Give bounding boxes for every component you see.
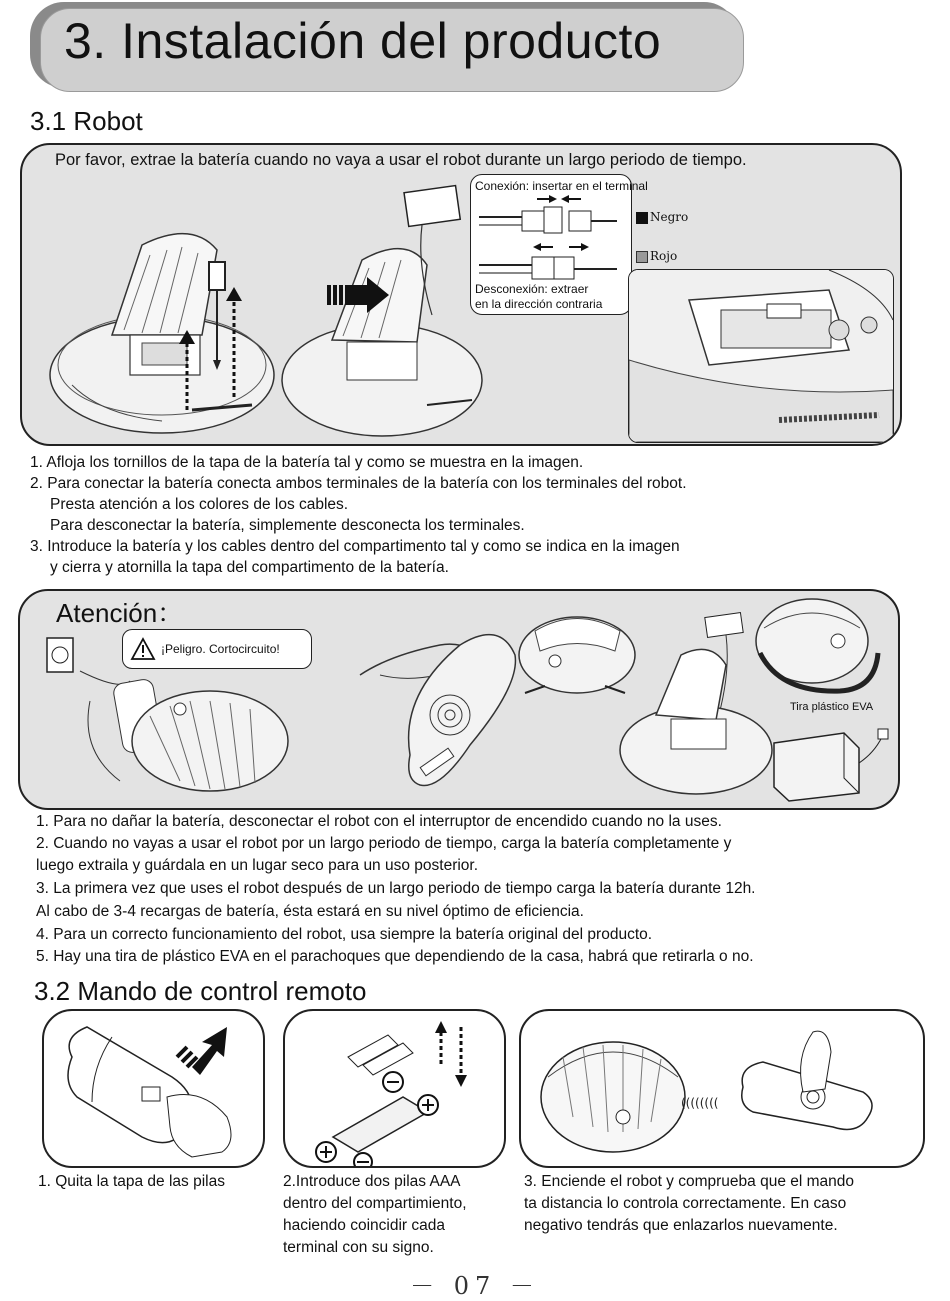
battery-insertion-drawing	[293, 1017, 503, 1167]
remote-cover-removal-drawing	[52, 1017, 262, 1167]
attention-note-3: 3. La primera vez que uses el robot después de un largo periodo de tiempo carga la batería durante 12h.	[36, 880, 756, 897]
compartment-closeup-drawing	[629, 270, 893, 442]
robot-battery-panel	[20, 143, 902, 446]
connection-label: Conexión: insertar en el terminal	[475, 179, 648, 193]
remote-step1-panel	[42, 1009, 265, 1168]
warning-triangle-icon	[131, 638, 155, 660]
remote-pairing-drawing	[533, 1017, 923, 1167]
red-wire-label: Rojo	[650, 249, 678, 263]
push-arrow-icon	[327, 277, 389, 313]
attention-note-3-cont: Al cabo de 3-4 recargas de batería, ésta estará en su nivel óptimo de eficiencia.	[36, 903, 584, 920]
warning-callout	[122, 629, 312, 669]
remote-caption-3-line2: ta distancia lo controla correctamente. En caso	[524, 1195, 847, 1212]
step-2: 2. Para conectar la batería conecta ambos terminales de la batería con los terminales del robot.	[30, 475, 687, 492]
black-wire-label: Negro	[650, 210, 689, 224]
arrow-up-icon	[177, 330, 197, 410]
remote-switch-illustration	[360, 625, 530, 805]
step-2-note-2: Para desconectar la batería, simplemente desconecta los terminales.	[50, 517, 525, 534]
svg-text:((((((((: ((((((((	[681, 1096, 719, 1110]
disconnection-label-2: en la dirección contraria	[475, 297, 603, 311]
attention-note-1: 1. Para no dañar la batería, desconectar el robot con el interruptor de encendido cuando no la uses.	[36, 813, 722, 830]
red-wire-swatch	[636, 251, 648, 263]
disconnection-label-1: Desconexión: extraer	[475, 282, 589, 296]
arrow-up-icon	[224, 287, 244, 397]
attention-note-2: 2. Cuando no vayas a usar el robot por un largo periodo de tiempo, carga la batería completamente y	[36, 835, 732, 852]
robot-open-lid-illustration	[42, 225, 282, 440]
battery-note: Por favor, extrae la batería cuando no vaya a usar el robot durante un largo periodo de tiempo.	[55, 151, 747, 169]
step-1: 1. Afloja los tornillos de la tapa de la batería tal y como se muestra en la imagen.	[30, 454, 584, 471]
robot-battery-insert-illustration	[277, 230, 487, 445]
section-heading-remote: 3.2 Mando de control remoto	[34, 976, 367, 1006]
remote-caption-1: 1. Quita la tapa de las pilas	[38, 1173, 225, 1190]
attention-panel	[18, 589, 900, 810]
connection-callout	[470, 174, 648, 315]
battery-pack-illustration	[764, 723, 894, 803]
robot-charging-illustration	[60, 671, 290, 806]
remote-caption-3-line3: negativo tendrás que enlazarlos nuevamente.	[524, 1217, 838, 1234]
attention-heading: Atención：	[56, 598, 184, 628]
battery-pack-icon	[402, 185, 472, 245]
attention-note-4: 4. Para un correcto funcionamiento del robot, usa siempre la batería original del producto.	[36, 926, 653, 943]
page-number: － 07 －	[410, 1272, 540, 1300]
robot-eva-strip-illustration	[750, 593, 890, 703]
remote-step2-panel	[283, 1009, 506, 1168]
step-3: 3. Introduce la batería y los cables dentro del compartimento tal y como se indica en la imagen	[30, 538, 680, 555]
section-heading-robot: 3.1 Robot	[30, 106, 143, 136]
remote-caption-2-line3: haciendo coincidir cada	[283, 1217, 445, 1234]
step-2-note-1: Presta atención a los colores de los cables.	[50, 496, 349, 513]
eva-strip-label: Tira plástico EVA	[790, 701, 874, 713]
power-outlet-icon	[46, 637, 74, 673]
black-wire-swatch	[636, 212, 648, 224]
attention-note-2-cont: luego extraila y guárdala en un lugar seco para un uso posterior.	[36, 857, 479, 874]
remote-caption-2-line4: terminal con su signo.	[283, 1239, 434, 1256]
remote-step3-panel	[519, 1009, 925, 1168]
remote-caption-2-line2: dentro del compartimiento,	[283, 1195, 467, 1212]
connector-connect-diagram	[477, 193, 627, 293]
page-title: 3. Instalación del producto	[64, 13, 662, 69]
battery-compartment-closeup	[628, 269, 894, 443]
warning-text: ¡Peligro. Cortocircuito!	[161, 642, 280, 656]
remote-caption-3-line1: 3. Enciende el robot y comprueba que el mando	[524, 1173, 855, 1190]
remote-caption-2-line1: 2.Introduce dos pilas AAA	[283, 1173, 461, 1190]
attention-note-5: 5. Hay una tira de plástico EVA en el parachoques que dependiendo de la casa, habrá que retirarla o no.	[36, 948, 754, 965]
step-3-cont: y cierra y atornilla la tapa del compartimento de la batería.	[50, 559, 449, 576]
